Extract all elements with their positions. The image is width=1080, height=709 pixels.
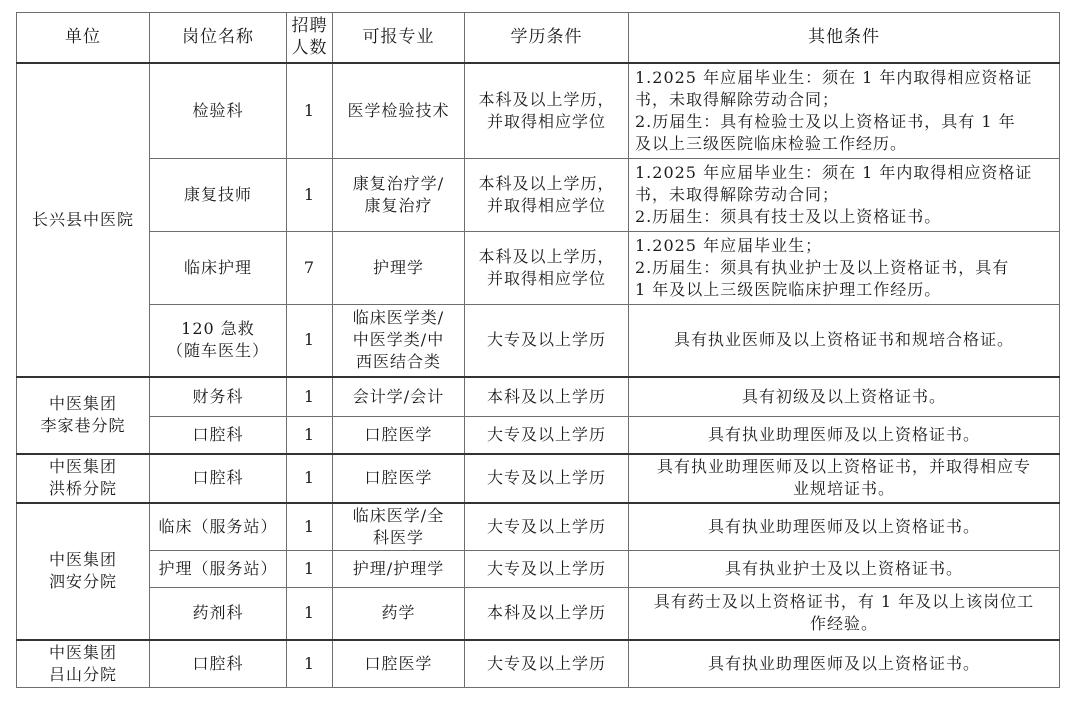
major-cell-line: 临床医学类/: [352, 308, 445, 328]
edu-cell-line: 大专及以上学历: [486, 330, 606, 350]
header-count-line: 人数: [291, 38, 328, 59]
edu-cell: [465, 159, 629, 232]
other-cell: [629, 417, 1060, 454]
position-cell-line: 药剂科: [192, 603, 244, 623]
other-cell-line: 书，未取得解除劳动合同；: [635, 89, 840, 109]
major-cell: [333, 63, 465, 159]
other-cell: [629, 63, 1060, 159]
edu-cell-line: 大专及以上学历: [486, 424, 606, 444]
other-cell-line: 作经验。: [809, 614, 878, 634]
table-row: [17, 232, 1060, 305]
count-cell: 1: [287, 63, 333, 159]
major-cell-line: 口腔医学: [364, 653, 433, 673]
header-edu: 学历条件: [465, 13, 629, 63]
edu-cell-line: 本科及以上学历，: [478, 247, 615, 266]
edu-cell-line: 大专及以上学历: [486, 468, 606, 487]
position-cell: [150, 232, 287, 305]
position-cell-line: 临床护理: [183, 258, 252, 277]
header-row: [17, 13, 1060, 63]
edu-cell: [465, 551, 629, 588]
position-cell-line: 口腔科: [192, 468, 244, 487]
edu-cell: [465, 588, 629, 640]
position-cell-line: 护理（服务站）: [158, 559, 278, 578]
unit-cell-line: 中医集团: [48, 642, 117, 662]
position-cell: [150, 503, 287, 551]
unit-cell: [17, 503, 150, 640]
table-row: [17, 640, 1060, 688]
table-row: [17, 551, 1060, 588]
major-cell: [333, 454, 465, 503]
header-position: 岗位名称: [150, 13, 287, 63]
table-row: [17, 377, 1060, 417]
position-cell: [150, 305, 287, 377]
unit-cell-line: 李家巷分院: [40, 416, 126, 435]
position-cell-line: 口腔科: [192, 424, 244, 444]
major-cell: [333, 640, 465, 688]
recruitment-table: [16, 12, 1060, 688]
major-cell-line: 中医学类/中: [352, 330, 445, 350]
count-cell: 1: [287, 377, 333, 417]
major-cell-line: 康复治疗: [364, 196, 433, 215]
position-cell: [150, 551, 287, 588]
other-cell: [629, 588, 1060, 640]
header-count: [287, 13, 333, 63]
edu-cell-line: 本科及以上学历，: [478, 89, 615, 109]
other-cell: [629, 159, 1060, 232]
count-cell: 1: [287, 551, 333, 588]
position-cell: [150, 417, 287, 454]
major-cell: [333, 159, 465, 232]
position-cell: [150, 640, 287, 688]
other-cell-line: 书，未取得解除劳动合同；: [635, 185, 840, 204]
unit-cell-line: 中医集团: [48, 550, 117, 569]
edu-cell: [465, 640, 629, 688]
edu-cell: [465, 305, 629, 377]
position-cell-line: 口腔科: [192, 653, 244, 673]
major-cell-line: 口腔医学: [364, 468, 433, 487]
position-cell: [150, 454, 287, 503]
edu-cell-line: 本科及以上学历: [486, 386, 606, 406]
major-cell: [333, 588, 465, 640]
edu-cell: [465, 377, 629, 417]
other-cell: [629, 551, 1060, 588]
edu-cell-line: 并取得相应学位: [486, 269, 606, 288]
major-cell-line: 科医学: [372, 527, 424, 547]
major-cell-line: 护理/护理学: [352, 559, 445, 578]
unit-cell: [17, 377, 150, 454]
position-cell-line: 临床（服务站）: [158, 516, 278, 536]
header-major: 可报专业: [333, 13, 465, 63]
table-row: [17, 63, 1060, 159]
other-cell-line: 具有执业护士及以上资格证书。: [724, 559, 963, 578]
other-cell-line: 具有执业医师及以上资格证书和规培合格证。: [673, 330, 1014, 350]
other-cell-line: 2.历届生：须具有执业护士及以上资格证书，具有: [635, 258, 1010, 277]
other-cell-line: 1.2025 年应届毕业生：须在 1 年内取得相应资格证: [635, 67, 1033, 87]
other-cell-line: 业规培证书。: [792, 479, 895, 498]
position-cell-line: （随车医生）: [166, 341, 269, 361]
position-cell: [150, 159, 287, 232]
major-cell-line: 临床医学/全: [352, 505, 445, 525]
unit-cell: [17, 640, 150, 688]
unit-cell-line: 吕山分院: [48, 664, 117, 684]
count-cell: 1: [287, 503, 333, 551]
edu-cell-line: 大专及以上学历: [486, 516, 606, 536]
header-unit: 单位: [17, 13, 150, 63]
unit-cell-line: 长兴县中医院: [31, 209, 134, 229]
table-row: [17, 159, 1060, 232]
edu-cell: [465, 503, 629, 551]
count-cell: 1: [287, 305, 333, 377]
position-cell-line: 检验科: [192, 100, 244, 120]
count-cell: 7: [287, 232, 333, 305]
other-cell-line: 具有执业助理医师及以上资格证书。: [707, 424, 980, 444]
other-cell-line: 具有初级及以上资格证书。: [741, 386, 946, 406]
position-cell-line: 120 急救: [181, 319, 255, 339]
edu-cell-line: 大专及以上学历: [486, 653, 606, 673]
other-cell-line: 具有执业助理医师及以上资格证书。: [707, 653, 980, 673]
other-cell-line: 具有药士及以上资格证书，有 1 年及以上该岗位工: [653, 592, 1035, 612]
unit-cell-line: 中医集团: [48, 457, 117, 476]
unit-cell-line: 泗安分院: [48, 572, 117, 591]
unit-cell: [17, 454, 150, 503]
major-cell: [333, 551, 465, 588]
position-cell: [150, 63, 287, 159]
edu-cell-line: 并取得相应学位: [486, 111, 606, 131]
major-cell: [333, 377, 465, 417]
major-cell-line: 康复治疗学/: [352, 174, 445, 193]
other-cell: [629, 640, 1060, 688]
other-cell-line: 2.历届生：须具有技士及以上资格证书。: [635, 207, 942, 226]
major-cell-line: 医学检验技术: [347, 100, 450, 120]
header-count-line: 招聘: [291, 16, 328, 37]
table-row: [17, 503, 1060, 551]
position-cell: [150, 377, 287, 417]
table-row: [17, 417, 1060, 454]
unit-cell-line: 洪桥分院: [48, 479, 117, 498]
count-cell: 1: [287, 454, 333, 503]
position-cell: [150, 588, 287, 640]
table-row: [17, 305, 1060, 377]
other-cell: [629, 454, 1060, 503]
major-cell-line: 药学: [381, 603, 416, 623]
unit-cell-line: 中医集团: [48, 394, 117, 413]
count-cell: 1: [287, 588, 333, 640]
major-cell: [333, 305, 465, 377]
edu-cell: [465, 232, 629, 305]
other-cell: [629, 305, 1060, 377]
other-cell-line: 具有执业助理医师及以上资格证书。: [707, 516, 980, 536]
major-cell-line: 会计学/会计: [352, 386, 445, 406]
edu-cell-line: 本科及以上学历，: [478, 174, 615, 193]
major-cell: [333, 503, 465, 551]
position-cell-line: 财务科: [192, 386, 244, 406]
other-cell-line: 2.历届生：具有检验士及以上资格证书，具有 1 年: [635, 111, 1016, 131]
count-cell: 1: [287, 640, 333, 688]
count-cell: 1: [287, 417, 333, 454]
major-cell-line: 口腔医学: [364, 424, 433, 444]
table-row: [17, 454, 1060, 503]
edu-cell: [465, 417, 629, 454]
unit-cell: [17, 63, 150, 377]
major-cell-line: 护理学: [372, 258, 424, 277]
other-cell-line: 1.2025 年应届毕业生：须在 1 年内取得相应资格证: [635, 163, 1033, 182]
table-row: [17, 588, 1060, 640]
position-cell-line: 康复技师: [183, 185, 252, 204]
other-cell-line: 1.2025 年应届毕业生；: [635, 236, 823, 255]
other-cell-line: 及以上三级医院临床检验工作经历。: [635, 133, 908, 153]
edu-cell-line: 大专及以上学历: [486, 559, 606, 578]
header-other: 其他条件: [629, 13, 1060, 63]
major-cell: [333, 232, 465, 305]
edu-cell-line: 本科及以上学历: [486, 603, 606, 623]
edu-cell: [465, 454, 629, 503]
count-cell: 1: [287, 159, 333, 232]
other-cell: [629, 503, 1060, 551]
other-cell: [629, 232, 1060, 305]
table-body: [17, 63, 1060, 688]
other-cell-line: 1 年及以上三级医院临床护理工作经历。: [635, 280, 942, 299]
edu-cell-line: 并取得相应学位: [486, 196, 606, 215]
other-cell-line: 具有执业助理医师及以上资格证书，并取得相应专: [656, 457, 1031, 476]
other-cell: [629, 377, 1060, 417]
edu-cell: [465, 63, 629, 159]
major-cell-line: 西医结合类: [355, 352, 441, 372]
major-cell: [333, 417, 465, 454]
